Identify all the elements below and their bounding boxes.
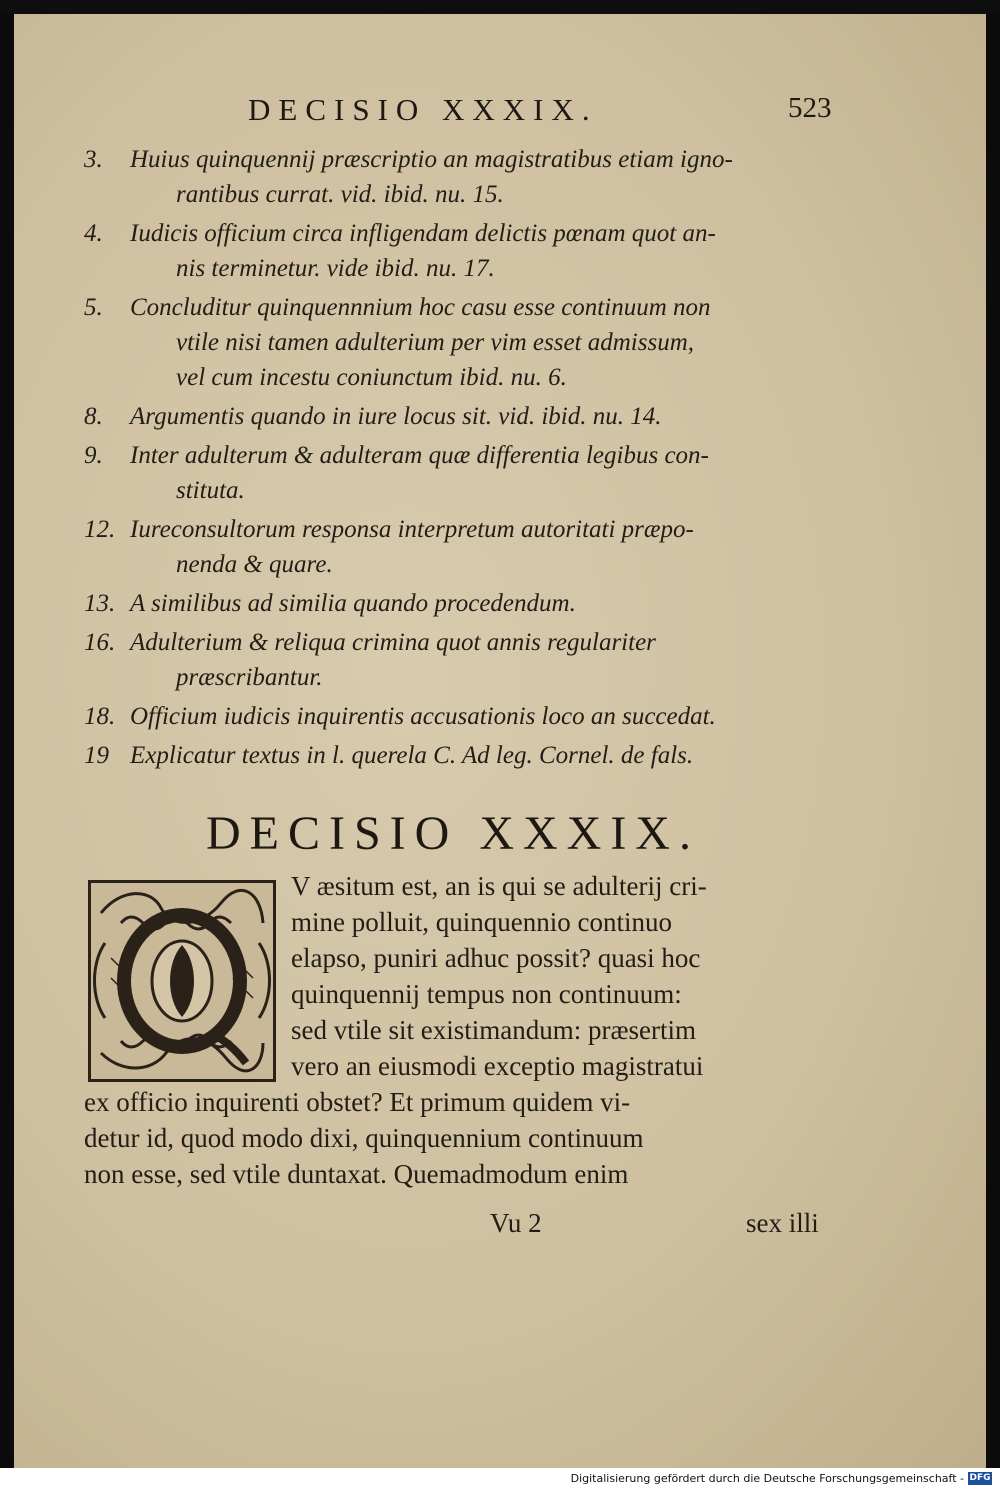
entry-number: 9. — [84, 442, 103, 469]
summary-list — [84, 142, 844, 777]
body-line: elapso, puniri adhuc possit? quasi hoc — [291, 943, 701, 973]
entry-number: 13. — [84, 590, 116, 617]
body-line: vero an eiusmodi exceptio magistratui — [291, 1051, 704, 1081]
entry-line: A similibus ad similia quando procedendum. — [130, 590, 576, 617]
entry-number: 5. — [84, 294, 103, 321]
summary-entry — [84, 216, 844, 286]
summary-entry — [84, 438, 844, 508]
entry-line: Huius quinquennij præscriptio an magistratibus etiam igno- — [130, 146, 733, 173]
body-line: non esse, sed vtile duntaxat. Quemadmodum enim — [84, 1159, 629, 1189]
entry-number: 16. — [84, 629, 116, 656]
body-line: V æsitum est, an is qui se adulterij cri- — [291, 871, 707, 901]
summary-entry — [84, 586, 844, 621]
entry-line: nis terminetur. vide ibid. nu. 17. — [176, 255, 495, 282]
entry-line: Iureconsultorum responsa interpretum autoritati præpo- — [130, 516, 694, 543]
footer-credit: Digitalisierung gefördert durch die Deutsche Forschungsgemeinschaft - — [570, 1472, 964, 1485]
page-number: 523 — [788, 92, 832, 124]
entry-line: Inter adulterum & adulteram quæ differentia legibus con- — [130, 442, 709, 469]
entry-line: nenda & quare. — [176, 551, 333, 578]
summary-entry — [84, 399, 844, 434]
entry-line: Concluditur quinquennnium hoc casu esse continuum non — [130, 294, 711, 321]
entry-line: Explicatur textus in l. querela C. Ad leg. Cornel. de fals. — [130, 742, 694, 769]
entry-line: Adulterium & reliqua crimina quot annis regulariter — [130, 629, 656, 656]
signature-mark: Vu 2 — [490, 1208, 542, 1238]
summary-entry — [84, 512, 844, 582]
body-line: mine polluit, quinquennio continuo — [291, 907, 672, 937]
entry-line: vtile nisi tamen adulterium per vim esset admissum, — [176, 329, 694, 356]
summary-entry — [84, 290, 844, 395]
entry-line: stituta. — [176, 477, 245, 504]
entry-line: rantibus currat. vid. ibid. nu. 15. — [176, 181, 504, 208]
top-scan-border — [0, 0, 1000, 14]
entry-line: Officium iudicis inquirentis accusationis loco an succedat. — [130, 703, 716, 730]
section-title: DECISIO XXXIX. — [206, 807, 700, 860]
summary-entry — [84, 699, 844, 734]
body-line: quinquennij tempus non continuum: — [291, 979, 682, 1009]
summary-entry — [84, 142, 844, 212]
body-line: detur id, quod modo dixi, quinquennium continuum — [84, 1123, 644, 1153]
entry-number: 12. — [84, 516, 116, 543]
summary-entry — [84, 625, 844, 695]
dfg-logo-icon: DFG — [969, 1473, 991, 1483]
body-line: sed vtile sit existimandum: præsertim — [291, 1015, 696, 1045]
entry-number: 8. — [84, 403, 103, 430]
body-line: ex officio inquirenti obstet? Et primum quidem vi- — [84, 1087, 631, 1117]
decision-text — [84, 868, 836, 1192]
entry-number: 18. — [84, 703, 116, 730]
summary-entry — [84, 738, 844, 773]
catchword: sex illi — [746, 1208, 819, 1238]
entry-line: vel cum incestu coniunctum ibid. nu. 6. — [176, 364, 567, 391]
entry-number: 19 — [84, 742, 109, 769]
entry-line: Argumentis quando in iure locus sit. vid. ibid. nu. 14. — [130, 403, 662, 430]
entry-number: 3. — [84, 146, 103, 173]
entry-number: 4. — [84, 220, 103, 247]
entry-line: Iudicis officium circa infligendam delictis pœnam quot an- — [130, 220, 716, 247]
entry-line: præscribantur. — [176, 664, 323, 691]
running-title: DECISIO XXXIX. — [248, 92, 598, 127]
